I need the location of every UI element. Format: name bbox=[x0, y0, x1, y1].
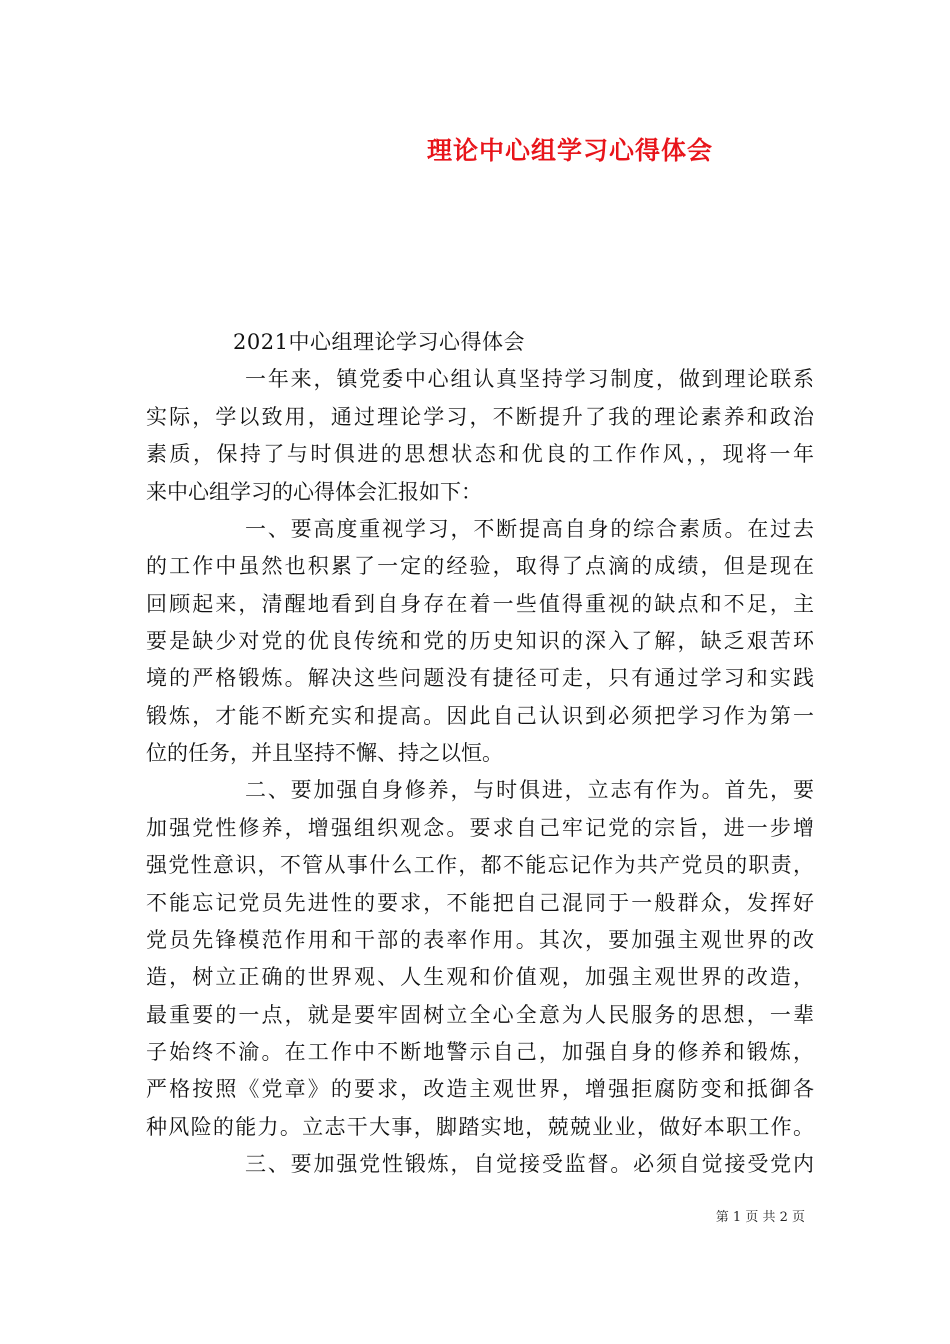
body-line: 锻炼，才能不断充实和提高。因此自己认识到必须把学习作为第一 bbox=[146, 704, 814, 728]
page-number: 第 1 页 共 2 页 bbox=[715, 1210, 805, 1225]
body-line: 位的任务，并且坚持不懈、持之以恒。 bbox=[146, 741, 503, 765]
body-line: 三、要加强党性锻炼，自觉接受监督。必须自觉接受党内 bbox=[245, 1152, 814, 1176]
body-line: 的工作中虽然也积累了一定的经验，取得了点滴的成绩，但是现在 bbox=[146, 554, 814, 578]
body-line: 不能忘记党员先进性的要求，不能把自己混同于一般群众，发挥好 bbox=[146, 891, 814, 915]
body-line: 回顾起来，清醒地看到自身存在着一些值得重视的缺点和不足，主 bbox=[146, 592, 814, 616]
body-line: 子始终不渝。在工作中不断地警示自己，加强自身的修养和锻炼， bbox=[146, 1040, 814, 1064]
body-line: 实际，学以致用，通过理论学习，不断提升了我的理论素养和政治 bbox=[146, 405, 814, 429]
body-line: 要是缺少对党的优良传统和党的历史知识的深入了解，缺乏艰苦环 bbox=[146, 629, 814, 653]
body-line: 一、要高度重视学习，不断提高自身的综合素质。在过去 bbox=[245, 517, 814, 541]
body-line: 来中心组学习的心得体会汇报如下： bbox=[146, 480, 482, 504]
body-line: 强党性意识，不管从事什么工作，都不能忘记作为共产党员的职责， bbox=[146, 853, 814, 877]
body-line: 境的严格锻炼。解决这些问题没有捷径可走，只有通过学习和实践 bbox=[146, 666, 814, 690]
body-line: 二、要加强自身修养，与时俱进，立志有作为。首先，要 bbox=[245, 778, 814, 802]
body-line: 党员先锋模范作用和干部的表率作用。其次，要加强主观世界的改 bbox=[146, 928, 814, 952]
body-line: 种风险的能力。立志干大事，脚踏实地，兢兢业业，做好本职工作。 bbox=[146, 1115, 814, 1139]
body-line: 最重要的一点，就是要牢固树立全心全意为人民服务的思想，一辈 bbox=[146, 1003, 814, 1027]
document-subtitle: 2021中心组理论学习心得体会 bbox=[233, 330, 525, 354]
body-line: 素质，保持了与时俱进的思想状态和优良的工作作风，，现将一年 bbox=[146, 442, 814, 466]
body-line: 一年来，镇党委中心组认真坚持学习制度，做到理论联系 bbox=[245, 367, 814, 391]
body-line: 造，树立正确的世界观、人生观和价值观，加强主观世界的改造， bbox=[146, 965, 814, 989]
body-line: 严格按照《党章》的要求，改造主观世界，增强拒腐防变和抵御各 bbox=[146, 1077, 814, 1101]
body-line: 加强党性修养，增强组织观念。要求自己牢记党的宗旨，进一步增 bbox=[146, 816, 814, 840]
document-title: 理论中心组学习心得体会 bbox=[426, 136, 713, 165]
